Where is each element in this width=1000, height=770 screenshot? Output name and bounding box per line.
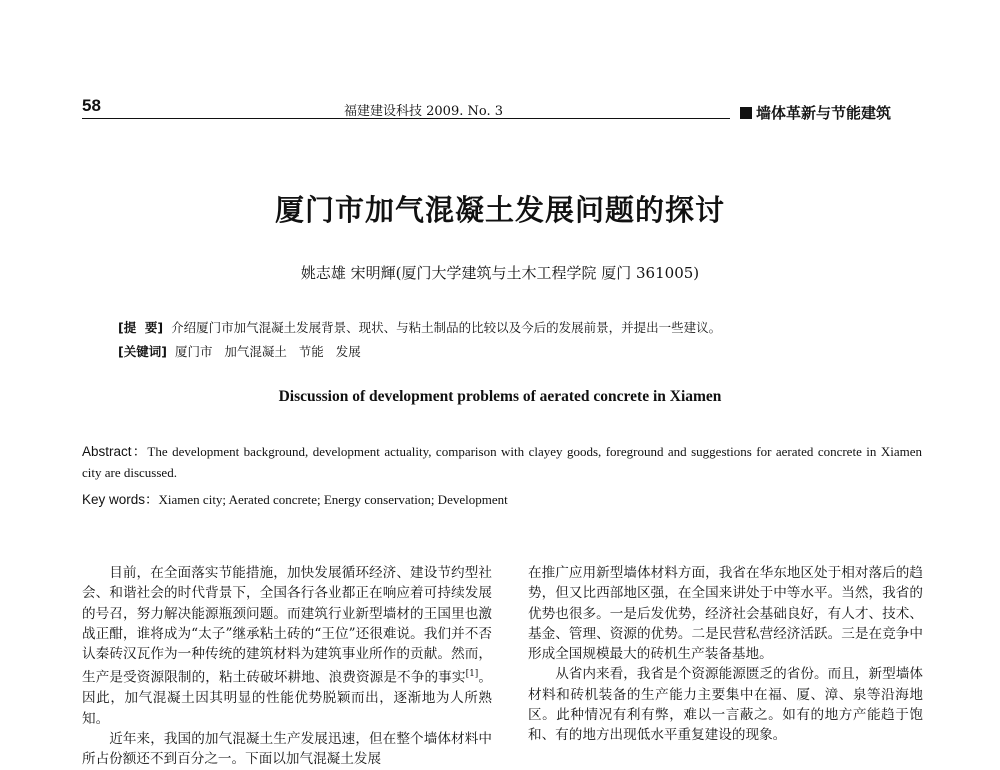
keywords-cn bbox=[118, 342, 361, 360]
section-label: 墙体革新与节能建筑 bbox=[756, 104, 892, 122]
citation-ref: [1] bbox=[465, 669, 479, 680]
keywords-cn-text: 厦门市 加气混凝土 节能 发展 bbox=[174, 344, 361, 359]
abstract-en-label: Abstract： bbox=[82, 444, 148, 459]
paragraph bbox=[82, 563, 492, 729]
keywords-en-text: Xiamen city; Aerated concrete; Energy conservation; Development bbox=[158, 492, 508, 507]
abstract-cn-label: [提 要] bbox=[118, 320, 164, 335]
keywords-en bbox=[82, 488, 922, 508]
article-title: 厦门市加气混凝土发展问题的探讨 bbox=[274, 193, 725, 227]
body-column-right bbox=[528, 563, 923, 746]
page-number: 58 bbox=[82, 96, 101, 115]
paragraph-text: 。因此，加气混凝土因其明显的性能优势脱颖而出，逐渐地为人所熟知。 bbox=[82, 670, 493, 727]
abstract-cn-text: 介绍厦门市加气混凝土发展背景、现状、与粘土制品的比较以及今后的发展前景，并提出一些建议。 bbox=[171, 320, 722, 335]
english-title: Discussion of development problems of aerated concrete in Xiamen bbox=[278, 388, 722, 405]
keywords-cn-label: [关键词] bbox=[118, 344, 167, 359]
section-heading bbox=[740, 102, 891, 123]
paragraph-text: 目前，在全面落实节能措施，加快发展循环经济、建设节约型社会、和谐社会的时代背景下，全国各行各业都正在响应着可持续发展的号召，努力解决能源瓶颈问题。而建筑行业新型墙材的王国里也激战正酣，谁将成为“太子”继承粘土砖的“王位”还很难说。我们并不否认秦砖汉瓦作为一种传统的建筑材料为建筑事业所作的贡献。然而，生产是受资源限制的，粘土砖破坏耕地、浪费资源是不争的事实 bbox=[82, 565, 492, 687]
body-column-left bbox=[82, 563, 492, 770]
authors-affiliation: 姚志雄 宋明輝(厦门大学建筑与土木工程学院 厦门 361005) bbox=[300, 264, 700, 282]
paragraph: 从省内来看，我省是个资源能源匮乏的省份。而且，新型墙体材料和砖机装备的生产能力主要集中在福、厦、漳、泉等沿海地区。此种情况有利有弊，难以一言蔽之。如有的地方产能趋于饱和、有的地方出现低水平重复建设的现象。 bbox=[528, 666, 923, 744]
paragraph: 在推广应用新型墙体材料方面，我省在华东地区处于相对落后的趋势，但又比西部地区强，在全国来讲处于中等水平。当然，我省的优势也很多。一是后发优势，经济社会基础良好，有人才、技术、基金、管理、资源的优势。二是民营私营经济活跃。三是在竞争中形成全国规模最大的砖机生产装备基地。 bbox=[528, 565, 923, 663]
abstract-en bbox=[82, 441, 922, 483]
header-rule bbox=[82, 118, 730, 119]
abstract-en-text: The development background, development actuality, comparison with clayey goods, foreground and suggestions for aerated concrete in Xiamen city are discussed. bbox=[82, 444, 922, 480]
journal-info: 福建建设科技 2009. No. 3 bbox=[344, 104, 503, 119]
keywords-en-label: Key words： bbox=[82, 492, 159, 507]
abstract-cn bbox=[118, 318, 721, 336]
paragraph: 近年来，我国的加气混凝土生产发展迅速，但在整个墙体材料中所占份额还不到百分之一。下面以加气混凝土发展 bbox=[82, 730, 492, 768]
square-bullet-icon bbox=[740, 107, 752, 119]
